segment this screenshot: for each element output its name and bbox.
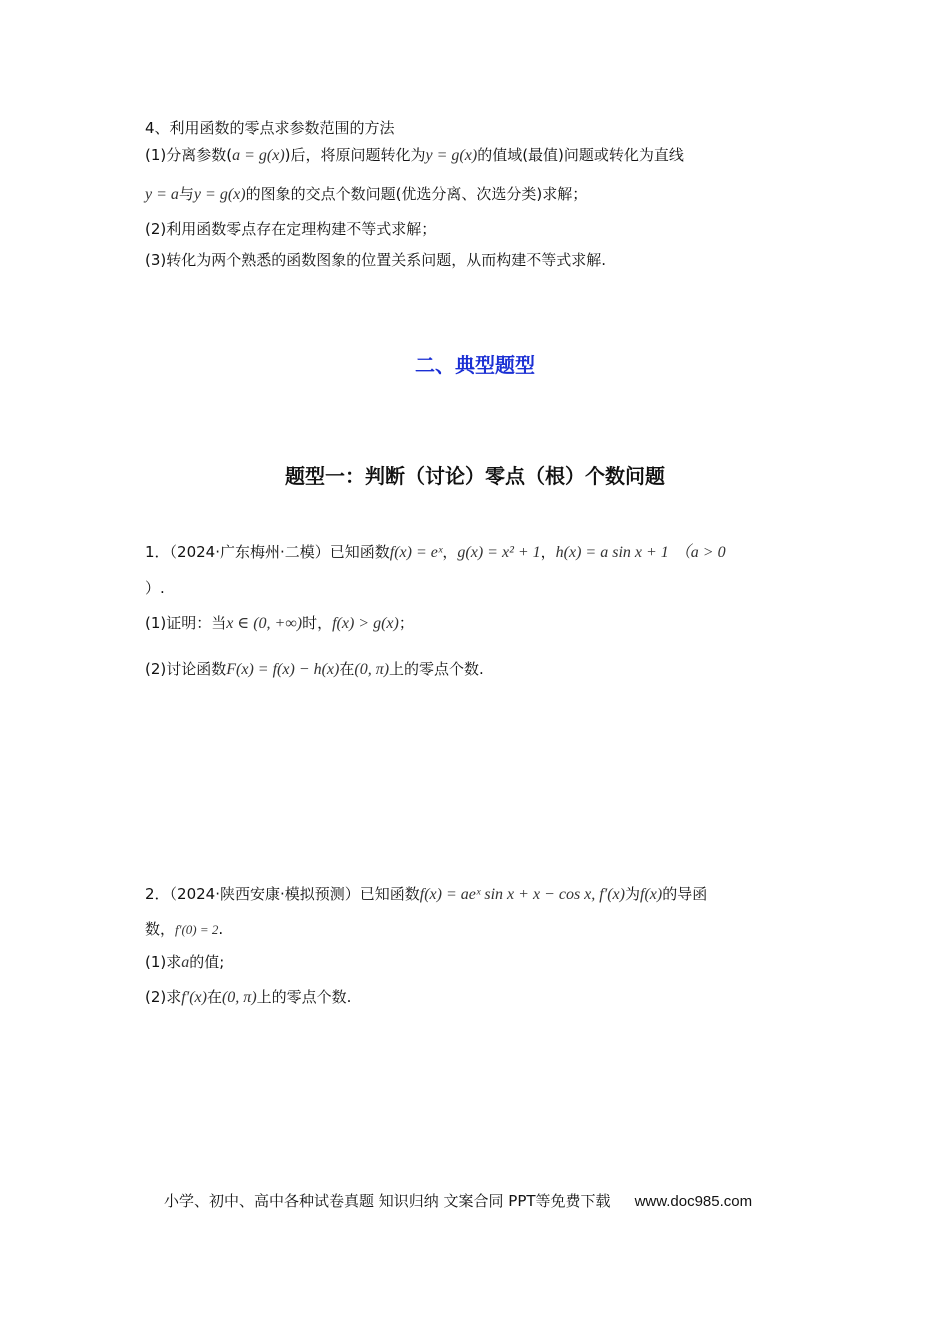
question-2: 2．（2024·陕西安康·模拟预测）已知函数f(x) = aeˣ sin x + x − cos x, f′(x)为f(x)的导函 bbox=[145, 885, 708, 903]
question-number: 2． bbox=[145, 885, 170, 903]
math-expression: a bbox=[181, 954, 190, 971]
question-1-close: ）. bbox=[145, 579, 165, 597]
math-expression: （a > 0 bbox=[674, 544, 726, 561]
footer-url[interactable]: www.doc985.com bbox=[634, 1193, 753, 1210]
method-point-3: (3)转化为两个熟悉的函数图象的位置关系问题，从而构建不等式求解. bbox=[145, 251, 607, 269]
question-number: 1． bbox=[145, 543, 170, 561]
math-expression: f′(0) = 2 bbox=[175, 922, 219, 937]
type-title: 题型一：判断（讨论）零点（根）个数问题 bbox=[285, 464, 665, 488]
math-expression: x ∈ (0, +∞) bbox=[226, 615, 303, 632]
method-point-2: (2)利用函数零点存在定理构建不等式求解； bbox=[145, 220, 437, 238]
question-1-part-1: (1)证明：当x ∈ (0, +∞)时，f(x) > g(x)； bbox=[145, 614, 414, 632]
math-expression: f(x) > g(x) bbox=[332, 615, 399, 632]
question-2-part-2: (2)求f′(x)在(0, π)上的零点个数. bbox=[145, 988, 352, 1006]
math-expression: y = a bbox=[145, 186, 179, 203]
math-expression: g(x) = x² + 1 bbox=[457, 544, 541, 561]
question-1-part-2: (2)讨论函数F(x) = f(x) − h(x)在(0, π)上的零点个数. bbox=[145, 660, 484, 678]
math-expression: y = g(x) bbox=[425, 147, 478, 164]
math-expression: y = g(x) bbox=[193, 186, 246, 203]
footer-text: 小学、初中、高中各种试卷真题 知识归纳 文案合同 PPT等免费下载 bbox=[164, 1192, 611, 1210]
method-point-1: (1)分离参数(a = g(x))后，将原问题转化为y = g(x)的值域(最值)问题或转化为直线 bbox=[145, 146, 684, 164]
method-point-1-continued: y = a与y = g(x)的图象的交点个数问题(优选分离、次选分类)求解； bbox=[145, 185, 588, 203]
math-expression: F(x) = f(x) − h(x) bbox=[226, 661, 340, 678]
math-expression: f′(x) bbox=[181, 989, 207, 1006]
math-expression: f(x) = aeˣ sin x + x − cos x, f′(x) bbox=[419, 886, 625, 903]
math-expression: f(x) = eˣ bbox=[389, 544, 443, 561]
math-expression: a = g(x) bbox=[232, 147, 285, 164]
math-expression: f(x) bbox=[640, 886, 663, 903]
math-expression: h(x) = a sin x + 1 bbox=[555, 544, 669, 561]
question-2-part-1: (1)求a的值; bbox=[145, 953, 225, 971]
math-expression: (0, π) bbox=[221, 989, 257, 1006]
section-title: 二、典型题型 bbox=[415, 353, 535, 377]
question-1: 1．（2024·广东梅州·二模）已知函数f(x) = eˣ，g(x) = x² + 1，h(x) = a sin x + 1 （a > 0 bbox=[145, 543, 726, 561]
math-expression: (0, π) bbox=[354, 661, 390, 678]
question-2-continued: 数，f′(0) = 2. bbox=[145, 920, 224, 938]
method-title: 4、利用函数的零点求参数范围的方法 bbox=[145, 119, 395, 137]
page-footer bbox=[164, 1190, 752, 1211]
